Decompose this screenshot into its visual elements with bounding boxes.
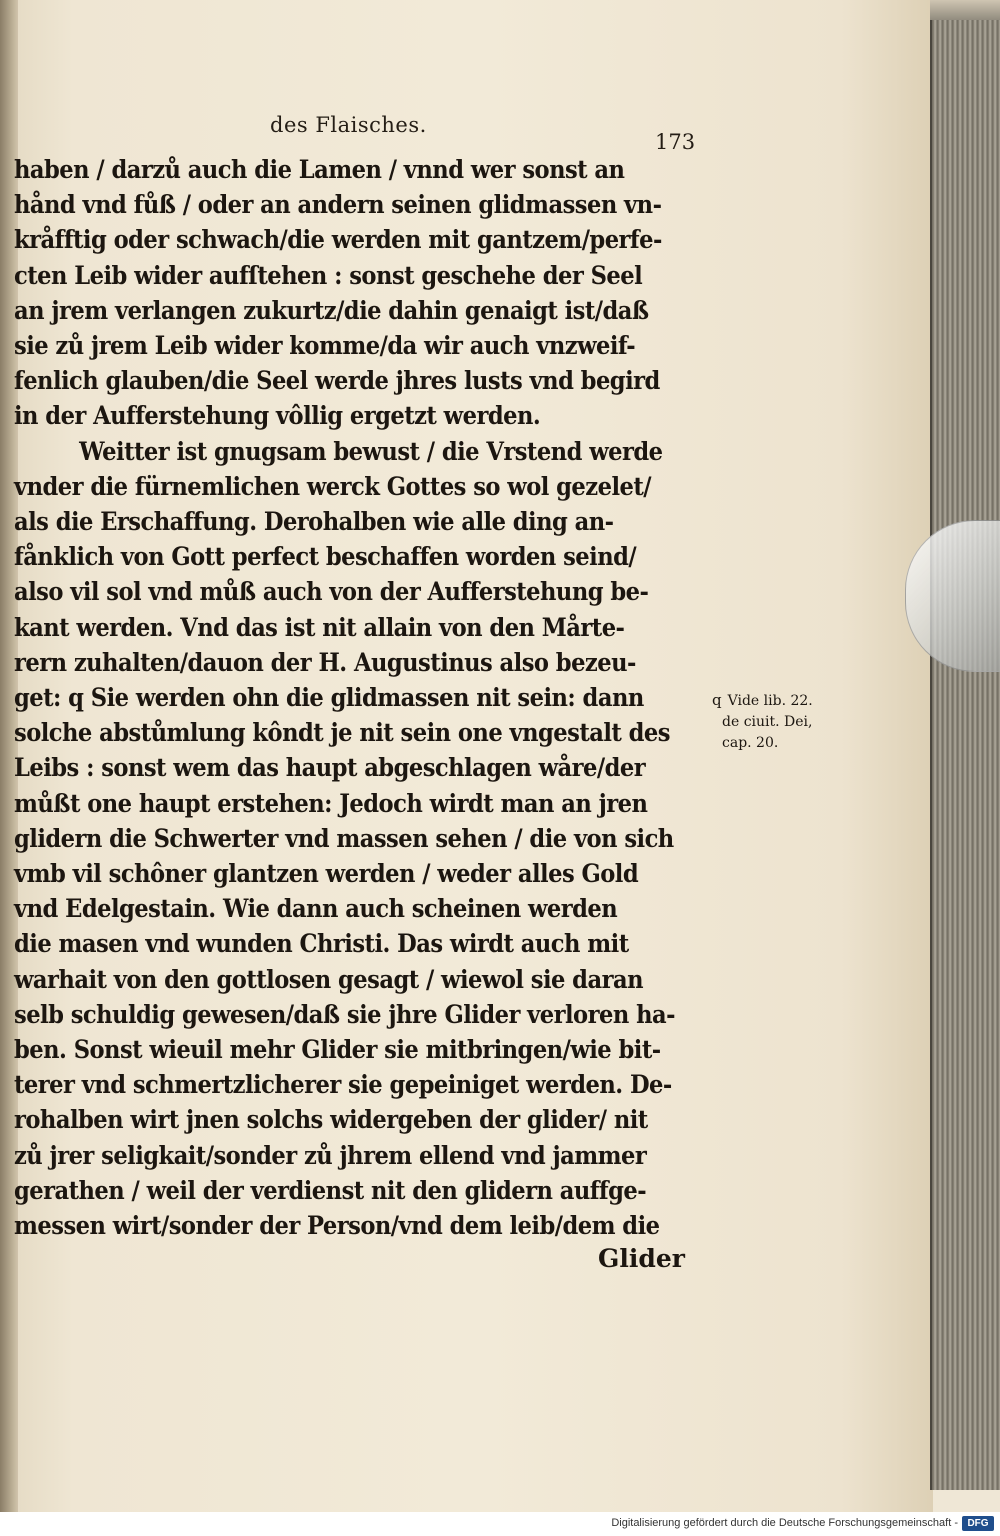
text-line: messen wirt/sonder der Person/vnd dem leib/dem die	[14, 1211, 660, 1241]
text-line: ben. Sonst wieuil mehr Glider sie mitbringen/wie bit-	[14, 1035, 661, 1065]
text-line: rern zuhalten/dauon der H. Augustinus also bezeu-	[14, 647, 636, 677]
dfg-logo: DFG	[962, 1516, 994, 1531]
marginal-line: de ciuit. Dei,	[722, 714, 813, 730]
text-line: haben / darzů auch die Lamen / vnnd wer sonst an	[14, 155, 625, 184]
text-line: můßt one haupt erstehen: Jedoch wirdt man an jren	[14, 788, 648, 818]
marginal-marker: q	[712, 691, 722, 709]
fore-edge-top	[930, 0, 1000, 22]
marginal-note	[712, 690, 832, 754]
text-line: hånd vnd fůß / oder an andern seinen glidmassen vn-	[14, 190, 662, 220]
text-line: vmb vil schôner glantzen werden / weder alles Gold	[14, 859, 639, 889]
text-line: an jrem verlangen zukurtz/die dahin genaigt ist/daß	[14, 295, 649, 325]
text-line: zů jrer seligkait/sonder zů jhrem ellend vnd jammer	[14, 1140, 647, 1170]
footer-bar	[0, 1512, 1000, 1536]
text-line: selb schuldig gewesen/daß sie jhre Glider verloren ha-	[14, 999, 675, 1029]
text-line: kant werden. Vnd das ist nit allain von den Mårte-	[14, 612, 625, 642]
marginal-line: Vide lib. 22.	[727, 693, 813, 709]
text-line: terer vnd schmertzlicherer sie gepeiniget werden. De-	[14, 1070, 672, 1100]
text-line: rohalben wirt jnen solchs widergeben der glider/ nit	[14, 1105, 648, 1135]
text-line: fånklich von Gott perfect beschaffen worden seind/	[14, 542, 637, 572]
text-line: Leibs : sonst wem das haupt abgeschlagen wåre/der	[14, 753, 646, 783]
text-line: get: q Sie werden ohn die glidmassen nit sein: dann	[14, 683, 644, 713]
text-line: vnder die fürnemlichen werck Gottes so wol gezelet/	[14, 471, 651, 501]
text-line: cten Leib wider aufſtehen : sonst geschehe der Seel	[14, 260, 643, 290]
marginal-line: cap. 20.	[722, 735, 779, 751]
catchword: Glider	[598, 1244, 685, 1273]
text-line: in der Aufferstehung vôllig ergetzt werden.	[14, 401, 541, 431]
page-number: 173	[655, 130, 696, 154]
body-text	[14, 152, 704, 1243]
text-line: also vil sol vnd můß auch von der Aufferstehung be-	[14, 577, 649, 607]
text-line: warhait von den gottlosen gesagt / wiewol sie daran	[14, 964, 643, 994]
text-line: solche abstůmlung kôndt je nit sein one vngestalt des	[14, 718, 670, 748]
text-line: fenlich glauben/die Seel werde jhres lusts vnd begird	[14, 366, 660, 396]
text-line: als die Erschaffung. Derohalben wie alle ding an-	[14, 507, 614, 537]
footer-credit: Digitalisierung gefördert durch die Deutsche Forschungsgemeinschaft -	[611, 1517, 958, 1529]
text-line: gerathen / weil der verdienst nit den glidern auffge-	[14, 1175, 647, 1205]
text-line: die masen vnd wunden Christi. Das wirdt auch mit	[14, 929, 629, 959]
text-line: sie zů jrem Leib wider komme/da wir auch vnzweif-	[14, 331, 636, 361]
book-fore-edge	[930, 20, 1000, 1490]
text-line: glidern die Schwerter vnd massen sehen / die von sich	[14, 823, 674, 853]
text-line: Weitter ist gnugsam bewust / die Vrstend werde	[79, 436, 663, 466]
text-line: vnd Edelgestain. Wie dann auch scheinen werden	[14, 894, 618, 924]
text-line: kråfftig oder schwach/die werden mit gantzem/perfe-	[14, 225, 662, 255]
running-head: des Flaisches.	[270, 113, 427, 137]
